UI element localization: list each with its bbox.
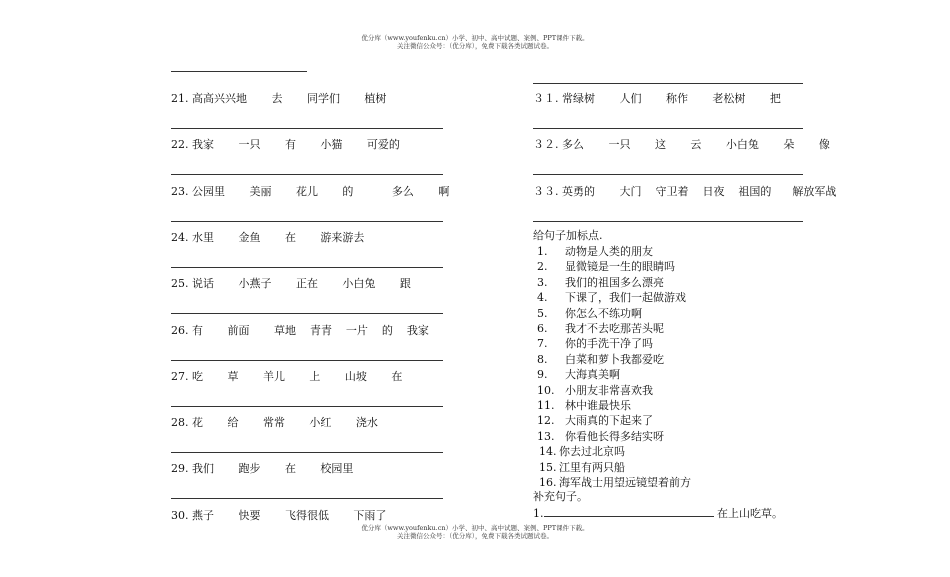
exercise-item: [171, 185, 449, 199]
item-words: 多么 一只 这 云 小白兔 朵 像: [562, 138, 830, 151]
punct-item: [537, 414, 653, 428]
item-number: ３１.: [533, 92, 559, 105]
item-text: 你去过北京吗: [559, 445, 625, 458]
item-number: 10.: [537, 384, 555, 397]
item-text: 你看他长得多结实呀: [565, 430, 664, 443]
item-words: 有 前面 草地 青青 一片 的 我家: [192, 324, 429, 337]
item-words: 花 给 常常 小红 浇水: [192, 416, 378, 429]
answer-line: [171, 313, 443, 314]
item-words: 高高兴兴地 去 同学们 植树: [192, 92, 387, 105]
item-number: 9.: [537, 368, 548, 381]
item-text: 林中谁最快乐: [565, 399, 631, 412]
exercise-item: [171, 277, 411, 291]
punct-item: [537, 353, 664, 367]
item-words: 吃 草 羊儿 上 山坡 在: [192, 370, 403, 383]
answer-line: [171, 452, 443, 453]
exercise-item: [171, 231, 364, 245]
exercise-item: [171, 138, 400, 152]
answer-line: [171, 360, 443, 361]
item-words: 英勇的 大门 守卫着 日夜 祖国的 解放军战: [562, 185, 837, 198]
item-number: 22.: [171, 138, 189, 151]
item-words: 公园里 美丽 花儿 的 多么 啊: [192, 185, 450, 198]
supplement-section-title: 补充句子。: [533, 490, 588, 503]
answer-line: [533, 83, 803, 84]
punct-item: [537, 368, 620, 382]
punct-item: [537, 307, 642, 321]
punct-item: [539, 461, 625, 475]
header-line-1: 优分库（www.youfenku.cn）小学、初中、高中试题、案例、PPT课件下载。: [361, 34, 589, 42]
supplement-item-num: 1.: [533, 507, 544, 520]
supplement-item-1: [533, 506, 783, 521]
punct-item: [537, 245, 653, 259]
exercise-item: [171, 462, 353, 476]
item-number: 5.: [537, 307, 548, 320]
item-number: 2.: [537, 260, 548, 273]
item-text: 我们的祖国多么漂亮: [565, 276, 664, 289]
item-number: 21.: [171, 92, 189, 105]
item-number: 24.: [171, 231, 189, 244]
exercise-item: [533, 92, 781, 106]
answer-line: [171, 174, 443, 175]
item-text: 显微镜是一生的眼睛吗: [565, 260, 675, 273]
punct-section-title: 给句子加标点.: [533, 229, 603, 242]
item-words: 水里 金鱼 在 游来游去: [192, 231, 365, 244]
item-number: 12.: [537, 414, 555, 427]
item-words: 我们 跑步 在 校园里: [192, 462, 354, 475]
answer-line: [533, 174, 803, 175]
answer-line: [171, 267, 443, 268]
exercise-item: [171, 416, 378, 430]
item-text: 小朋友非常喜欢我: [565, 384, 653, 397]
exercise-item: [171, 370, 402, 384]
footer-note: [0, 524, 950, 540]
item-text: 动物是人类的朋友: [565, 245, 653, 258]
item-number: 25.: [171, 277, 189, 290]
punct-item: [537, 430, 664, 444]
item-number: 11.: [537, 399, 555, 412]
answer-line: [171, 221, 443, 222]
fill-in-blank[interactable]: [544, 506, 714, 517]
item-text: 你的手洗干净了吗: [565, 337, 653, 350]
answer-line: [171, 406, 443, 407]
item-number: 16.: [539, 476, 557, 489]
punct-item: [537, 337, 653, 351]
item-text: 下课了，我们一起做游戏: [565, 291, 686, 304]
item-text: 大雨真的下起来了: [565, 414, 653, 427]
answer-line: [533, 128, 803, 129]
header-line-2: 关注微信公众号：（优分库），免费下载各类试题试卷。: [397, 42, 553, 50]
punct-item: [539, 476, 691, 490]
item-words: 说话 小燕子 正在 小白兔 跟: [192, 277, 411, 290]
item-number: 27.: [171, 370, 189, 383]
punct-item: [537, 322, 664, 336]
item-number: 23.: [171, 185, 189, 198]
item-number: 6.: [537, 322, 548, 335]
item-number: 4.: [537, 291, 548, 304]
item-number: 13.: [537, 430, 555, 443]
footer-line-1: 优分库（www.youfenku.cn）小学、初中、高中试题、案例、PPT课件下载。: [361, 524, 589, 532]
punct-item: [537, 291, 686, 305]
punct-item: [537, 260, 675, 274]
supplement-item-suffix: 在上山吃草。: [717, 507, 783, 520]
answer-line: [533, 221, 803, 222]
item-words: 燕子 快要 飞得很低 下雨了: [192, 509, 387, 522]
punct-item: [539, 445, 625, 459]
item-text: 白菜和萝卜我都爱吃: [565, 353, 664, 366]
item-text: 江里有两只船: [559, 461, 625, 474]
item-text: 大海真美啊: [565, 368, 620, 381]
exercise-item: [171, 324, 429, 338]
item-words: 常绿树 人们 称作 老松树 把: [562, 92, 781, 105]
item-text: 我才不去吃那苦头呢: [565, 322, 664, 335]
answer-line: [171, 71, 307, 72]
item-number: ３３.: [533, 185, 559, 198]
item-number: 1.: [537, 245, 548, 258]
punct-item: [537, 399, 631, 413]
item-number: 8.: [537, 353, 548, 366]
item-number: 3.: [537, 276, 548, 289]
answer-line: [171, 128, 443, 129]
exercise-item: [171, 509, 386, 523]
item-number: 14.: [539, 445, 557, 458]
exercise-item: [533, 138, 830, 152]
footer-line-2: 关注微信公众号：（优分库），免费下载各类试题试卷。: [397, 532, 553, 540]
item-number: 28.: [171, 416, 189, 429]
exercise-item: [533, 185, 836, 199]
item-number: 26.: [171, 324, 189, 337]
item-text: 你怎么不练功啊: [565, 307, 642, 320]
item-number: ３２.: [533, 138, 559, 151]
item-text: 海军战士用望远镜望着前方: [559, 476, 691, 489]
exercise-item: [171, 92, 386, 106]
punct-item: [537, 384, 653, 398]
item-number: 30.: [171, 509, 189, 522]
item-words: 我家 一只 有 小猫 可爱的: [192, 138, 400, 151]
punct-item: [537, 276, 664, 290]
header-note: [0, 34, 950, 50]
item-number: 29.: [171, 462, 189, 475]
item-number: 7.: [537, 337, 548, 350]
answer-line: [171, 498, 443, 499]
item-number: 15.: [539, 461, 557, 474]
